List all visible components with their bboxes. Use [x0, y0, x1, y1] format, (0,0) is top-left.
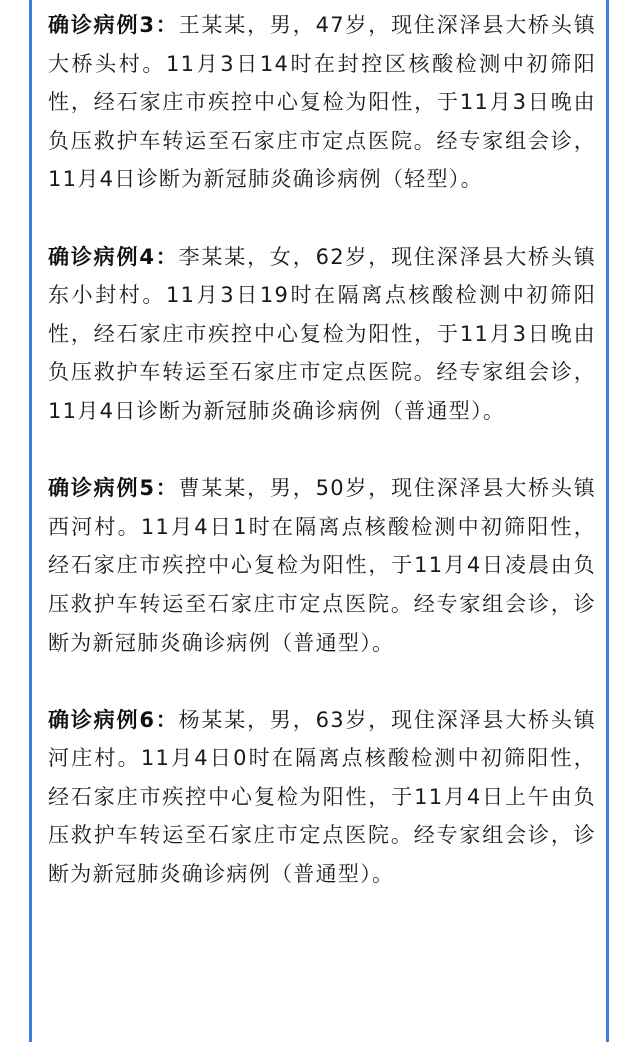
case-paragraph-3 [48, 6, 596, 199]
left-frame-border [29, 0, 32, 1042]
right-frame-border [606, 0, 609, 1042]
case-paragraph-4 [48, 238, 596, 431]
case-text: 王某某，男，47岁，现住深泽县大桥头镇大桥头村。11月3日14时在封控区核酸检测中初筛阳性，经石家庄市疾控中心复检为阳性，于11月3日晚由负压救护车转运至石家庄市定点医院。经专家组会诊，11月4日诊断为新冠肺炎确诊病例（轻型）。 [48, 13, 596, 192]
article-body [48, 6, 596, 894]
case-text: 李某某，女，62岁，现住深泽县大桥头镇东小封村。11月3日19时在隔离点核酸检测中初筛阳性，经石家庄市疾控中心复检为阳性，于11月3日晚由负压救护车转运至石家庄市定点医院。经专家组会诊，11月4日诊断为新冠肺炎确诊病例（普通型）。 [48, 244, 596, 423]
case-label: 确诊病例6： [48, 707, 179, 732]
case-paragraph-5 [48, 469, 596, 662]
case-label: 确诊病例5： [48, 476, 179, 501]
case-text: 杨某某，男，63岁，现住深泽县大桥头镇河庄村。11月4日0时在隔离点核酸检测中初筛阳性，经石家庄市疾控中心复检为阳性，于11月4日上午由负压救护车转运至石家庄市定点医院。经专家组会诊，诊断为新冠肺炎确诊病例（普通型）。 [48, 707, 596, 887]
case-paragraph-6 [48, 701, 596, 894]
case-label: 确诊病例4： [48, 244, 179, 269]
case-label: 确诊病例3： [48, 13, 179, 37]
case-text: 曹某某，男，50岁，现住深泽县大桥头镇西河村。11月4日1时在隔离点核酸检测中初筛阳性，经石家庄市疾控中心复检为阳性，于11月4日凌晨由负压救护车转运至石家庄市定点医院。经专家组会诊，诊断为新冠肺炎确诊病例（普通型）。 [48, 476, 596, 655]
